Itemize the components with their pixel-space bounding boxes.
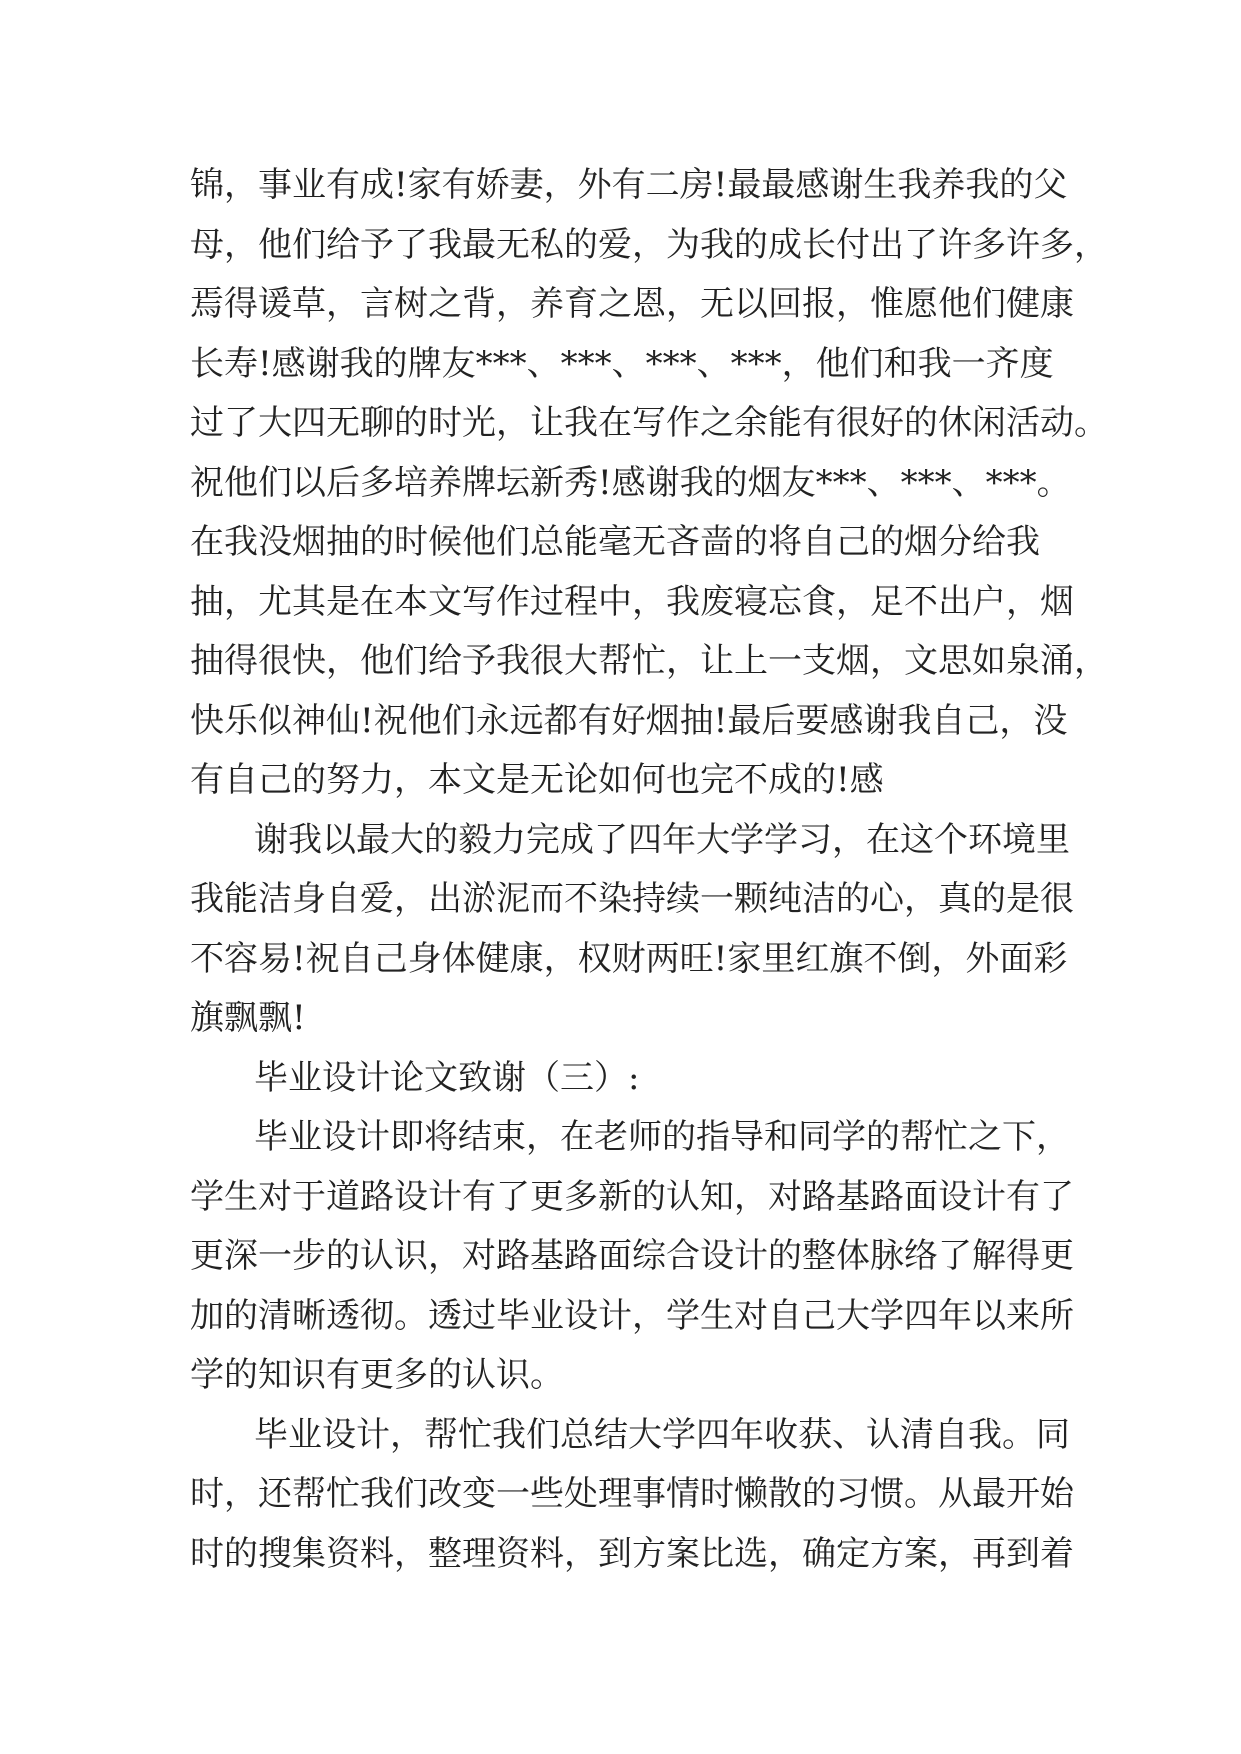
section-heading: 毕业设计论文致谢（三）:	[254, 1057, 640, 1098]
text-line: 过了大四无聊的时光，让我在写作之余能有很好的休闲活动。	[190, 403, 1108, 443]
text-line: 抽得很快，他们给予我很大帮忙，让上一支烟，文思如泉涌，	[190, 641, 1108, 681]
body-text	[190, 156, 1108, 1584]
text-line: 祝他们以后多培养牌坛新秀!感谢我的烟友***、***、***。	[190, 462, 1071, 503]
text-line: 时的搜集资料，整理资料，到方案比选，确定方案，再到着	[190, 1533, 1074, 1574]
text-line: 我能洁身自爱，出淤泥而不染持续一颗纯洁的心，真的是很	[190, 879, 1074, 919]
text-line: 时，还帮忙我们改变一些处理事情时懒散的习惯。从最开始	[190, 1474, 1074, 1514]
text-line: 不容易!祝自己身体健康，权财两旺!家里红旗不倒，外面彩	[190, 938, 1068, 979]
text-line: 有自己的努力，本文是无论如何也完不成的!感	[190, 760, 884, 800]
text-line: 长寿!感谢我的牌友***、***、***、***，他们和我一齐度	[190, 343, 1054, 384]
text-line: 快乐似神仙!祝他们永远都有好烟抽!最后要感谢我自己，没	[190, 700, 1068, 741]
text-line: 学生对于道路设计有了更多新的认知，对路基路面设计有了	[190, 1176, 1074, 1217]
text-line: 谢我以最大的毅力完成了四年大学学习，在这个环境里	[254, 819, 1070, 860]
text-line: 毕业设计即将结束，在老师的指导和同学的帮忙之下，	[254, 1117, 1070, 1157]
text-line: 母，他们给予了我最无私的爱，为我的成长付出了许多许多，	[190, 224, 1108, 265]
text-line: 加的清晰透彻。透过毕业设计，学生对自己大学四年以来所	[190, 1295, 1074, 1336]
text-line: 锦，事业有成!家有娇妻，外有二房!最最感谢生我养我的父	[190, 165, 1068, 205]
text-line: 毕业设计，帮忙我们总结大学四年收获、认清自我。同	[254, 1414, 1070, 1455]
text-line: 学的知识有更多的认识。	[190, 1355, 564, 1395]
text-line: 在我没烟抽的时候他们总能毫无吝啬的将自己的烟分给我	[190, 522, 1040, 562]
text-line: 更深一步的认识，对路基路面综合设计的整体脉络了解得更	[190, 1236, 1074, 1276]
text-line: 旗飘飘!	[190, 998, 306, 1038]
text-line: 焉得谖草，言树之背，养育之恩，无以回报，惟愿他们健康	[190, 284, 1074, 324]
text-line: 抽，尤其是在本文写作过程中，我废寝忘食，足不出户，烟	[190, 581, 1074, 622]
